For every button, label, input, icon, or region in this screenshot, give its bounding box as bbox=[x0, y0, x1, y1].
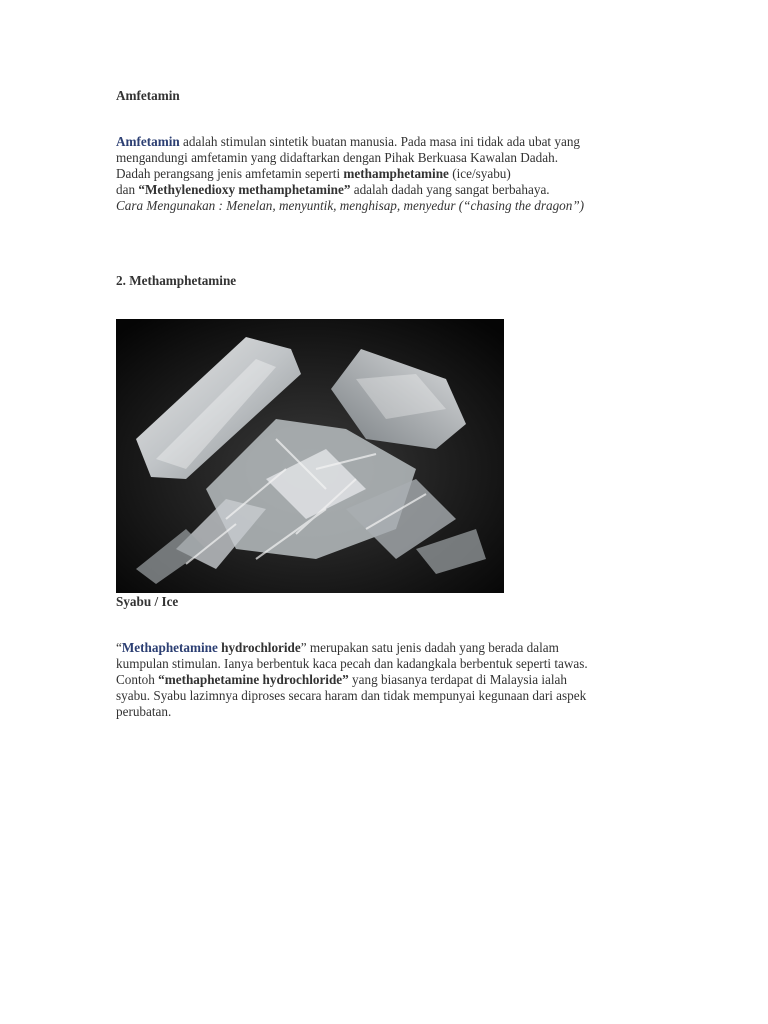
term-amfetamin: Amfetamin bbox=[116, 134, 180, 149]
intro-line-5: Cara Mengunakan : Menelan, menyuntik, menghisap, menyedur (“chasing the dragon”) bbox=[116, 198, 585, 213]
crystal-photo-illustration bbox=[116, 319, 504, 593]
para2-line-2: kumpulan stimulan. Ianya berbentuk kaca pecah dan kadangkala berbentuk seperti tawas. bbox=[116, 656, 588, 671]
intro-line-4: dan “Methylenedioxy methamphetamine” adalah dadah yang sangat berbahaya. bbox=[116, 182, 550, 197]
section-heading: 2. Methamphetamine bbox=[116, 273, 237, 288]
term-mdma: “Methylenedioxy methamphetamine” bbox=[138, 182, 351, 197]
para2-line-5: perubatan. bbox=[116, 704, 172, 719]
intro-line-3: Dadah perangsang jenis amfetamin seperti methamphetamine (ice/syabu) bbox=[116, 166, 511, 181]
term-methaphetamine: Methaphetamine bbox=[121, 640, 218, 655]
intro-line-2: mengandungi amfetamin yang didaftarkan dengan Pihak Berkuasa Kawalan Dadah. bbox=[116, 150, 558, 165]
term-methaphetamine-hcl: “methaphetamine hydrochloride” bbox=[158, 672, 349, 687]
para2-line-3: Contoh “methaphetamine hydrochloride” yang biasanya terdapat di Malaysia ialah bbox=[116, 672, 567, 687]
intro-line-1: Amfetamin adalah stimulan sintetik buatan manusia. Pada masa ini tidak ada ubat yang bbox=[116, 134, 581, 149]
para2-line-4: syabu. Syabu lazimnya diproses secara haram dan tidak mempunyai kegunaan dari aspek bbox=[116, 688, 587, 703]
page-title: Amfetamin bbox=[116, 88, 180, 103]
para2-line-1: “Methaphetamine hydrochloride” merupakan satu jenis dadah yang berada dalam bbox=[116, 640, 559, 655]
crystal-meth-photo bbox=[116, 319, 504, 593]
term-methamphetamine: methamphetamine bbox=[343, 166, 449, 181]
photo-caption: Syabu / Ice bbox=[116, 594, 179, 609]
